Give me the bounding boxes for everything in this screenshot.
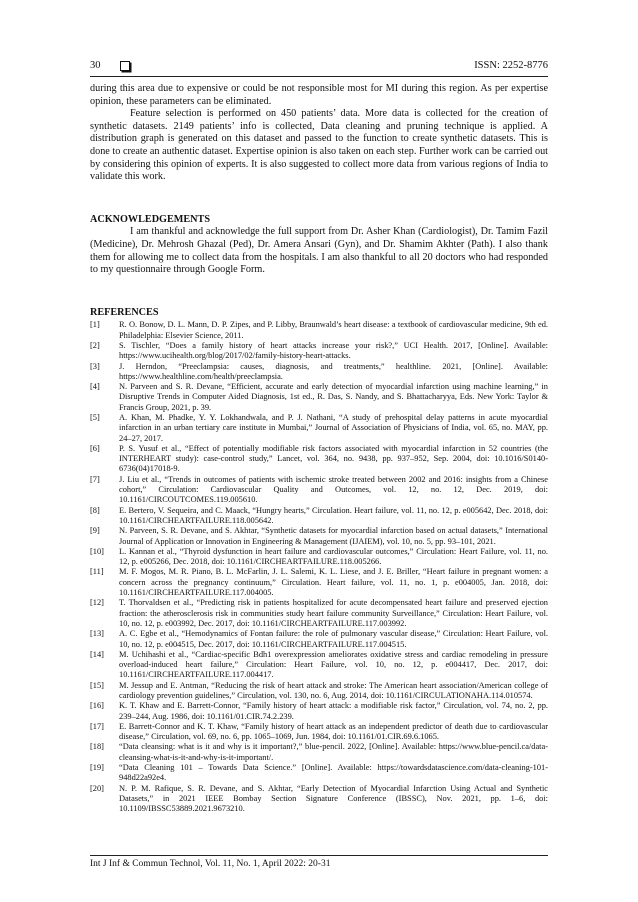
reference-item [90, 784, 548, 815]
reference-number: [20] [90, 783, 104, 793]
page-footer: Int J Inf & Commun Technol, Vol. 11, No. 1, April 2022: 20-31 [90, 859, 331, 869]
reference-item [90, 681, 548, 702]
reference-number: [12] [90, 598, 104, 608]
footer-rule [90, 855, 548, 856]
reference-text: N. Parveen and S. R. Devane, “Efficient, accurate and early detection of myocardial infarction using machine learning,” in Disruptive Trends in Computer Aided Diagnosis, 1st ed., R. Das, S. Nandy, and S. Bhattacharyya, Eds. New York: Taylor & Francis Group, 2021, p. 39. [119, 382, 548, 412]
header-rule [90, 76, 548, 77]
acknowledgements-heading: ACKNOWLEDGEMENTS [90, 213, 211, 225]
reference-item [90, 742, 548, 763]
issn: ISSN: 2252-8776 [474, 60, 548, 71]
reference-number: [14] [90, 649, 104, 659]
reference-number: [16] [90, 701, 104, 711]
reference-text: “Data Cleaning 101 – Towards Data Science.” [Online]. Available: https://towardsdatascience.com/data-cleaning-101-948d22a92e4. [119, 763, 548, 783]
acknowledgements-text: I am thankful and acknowledge the full support from Dr. Asher Khan (Cardiologist), Dr. Tamim Fazil (Medicine), Dr. Mehrosh Ghazal (Ped), Dr. Amera Ansari (Gyn), and Dr. Shamim Akhter (Path). I also thank them for allowing me to collect data from the hospitals. I am also thankful to all 20 doctors who had responded to my questionnaire through Google Form. [90, 226, 548, 276]
reference-text: A. C. Egbe et al., “Hemodynamics of Fontan failure: the role of pulmonary vascular disease,” Circulation: Heart Failure, vol. 10, no. 12, p. e004515, Dec. 2017, doi: 10.1161/CIRCHEARTFAILURE.117.004515. [119, 629, 548, 649]
references-heading: REFERENCES [90, 306, 159, 318]
reference-item [90, 320, 548, 341]
reference-text: “Data cleansing: what is it and why is it important?,” blue-pencil. 2022, [Online]. Available: https://www.blue-pencil.ca/data-cleansing-what-is-it-and-why-is-it-important/. [119, 742, 548, 762]
reference-number: [7] [90, 474, 100, 484]
reference-text: N. P. M. Rafique, S. R. Devane, and S. Akhtar, “Early Detection of Myocardial Infarction Using Actual and Synthetic Datasets,” in 2021 IEEE Bombay Section Signature Conference (IBSSC), Nov. 2021, pp. 1–6, doi: 10.1109/IBSSC53889.2021.9673210. [119, 783, 548, 814]
reference-number: [11] [90, 567, 104, 577]
body-paragraph-1: during this area due to expensive or could be not responsible most for MI during this region. As per expertise opinion, these parameters can be eliminated. [90, 83, 548, 107]
reference-text: N. Parveen, S. R. Devane, and S. Akhtar, “Synthetic datasets for myocardial infarction based on actual datasets,” International Journal of Application or Innovation in Engineering & Management (IJAIEM), vol. 10, no. 5, pp. 93–101, 2021. [119, 526, 548, 546]
reference-text: R. O. Bonow, D. L. Mann, D. P. Zipes, and P. Libby, Braunwald’s heart disease: a textbook of cardiovascular medicine, 9th ed. Philadelphia: Elsevier Science, 2011. [119, 320, 548, 340]
reference-number: [6] [90, 443, 100, 453]
reference-item [90, 362, 548, 383]
reference-number: [2] [90, 340, 100, 350]
reference-text: P. S. Yusuf et al., “Effect of potentially modifiable risk factors associated with myocardial infarction in 52 countries (the INTERHEART study): case-control study,” Lancet, vol. 364, no. 9438, pp. 937–952, Sep. 2004, doi: 10.1016/S0140-6736(04)17018-9. [119, 443, 548, 474]
reference-item [90, 382, 548, 413]
reference-item [90, 701, 548, 722]
main-content [90, 83, 548, 815]
reference-text: M. F. Mogos, M. R. Piano, B. L. McFarlin, J. L. Salemi, K. L. Liese, and J. E. Briller, “Heart failure in pregnant women: a concern across the pregnancy continuum,” Circulation. Heart failure, vol. 11, no. 1, p. e004005, Jan. 2018, doi: 10.1161/CIRCHEARTFAILURE.117.004005. [119, 567, 548, 598]
reference-item [90, 506, 548, 527]
reference-number: [1] [90, 320, 100, 330]
reference-text: M. Jessup and E. Antman, “Reducing the risk of heart attack and stroke: The American heart association/American college of cardiology prevention guidelines,” Circulation, vol. 130, no. 6, Aug. 2014, doi: 10.1161/CIRCULATIONAHA.114.010574. [119, 680, 548, 700]
reference-item [90, 650, 548, 681]
reference-number: [17] [90, 721, 104, 731]
reference-item [90, 526, 548, 547]
reference-text: L. Kannan et al., “Thyroid dysfunction in heart failure and cardiovascular outcomes,” Circulation: Heart Failure, vol. 11, no. 12, p. e005266, Dec. 2018, doi: 10.1161/CIRCHEARTFAILURE.118.005266. [119, 546, 548, 567]
reference-number: [3] [90, 361, 100, 371]
reference-text: S. Tischler, “Does a family history of heart attacks increase your risk?,” UCI Health. 2017, [Online]. Available: https://www.ucihealth.org/blog/2017/02/family-history-heart-attacks. [119, 340, 548, 361]
reference-text: A. Khan, M. Phadke, Y. Y. Lokhandwala, and P. J. Nathani, “A study of prehospital delay patterns in acute myocardial infarction in an urban tertiary care institute in Mumbai,” Journal of Association of Physicians of India, vol. 65, no. MAY, pp. 24–27, 2017. [119, 412, 548, 443]
reference-text: E. Barrett-Connor and K. T. Khaw, “Family history of heart attack as an independent predictor of death due to cardiovascular disease,” Circulation, vol. 69, no. 6, pp. 1065–1069, Jun. 1984, doi: 10.1161/01.CIR.69.6.1065. [119, 721, 548, 742]
reference-item [90, 547, 548, 568]
reference-number: [15] [90, 680, 104, 690]
reference-text: J. Liu et al., “Trends in outcomes of patients with ischemic stroke treated between 2002 and 2016: insights from a Chinese cohort,” Circulation: Cardiovascular Quality and Outcomes, vol. 12, no. 12, Dec. 2019, doi: 10.1161/CIRCOUTCOMES.119.005610. [119, 474, 548, 505]
reference-number: [9] [90, 526, 100, 536]
reference-text: M. Uchihashi et al., “Cardiac-specific Bdh1 overexpression ameliorates oxidative stress and cardiac remodeling in pressure overload-induced heart failure,” Circulation: Heart Failure, vol. 10, no. 12, p. e004417, Dec. 2017, doi: 10.1161/CIRCHEARTFAILURE.117.004417. [119, 649, 548, 680]
reference-text: J. Herndon, “Preeclampsia: causes, diagnosis, and treatments,” healthline. 2021, [Online]. Available: https://www.healthline.com/health/preeclampsia. [119, 361, 548, 381]
references-list [90, 320, 548, 814]
page-number: 30 [90, 60, 101, 71]
reference-item [90, 629, 548, 650]
page-header [90, 60, 548, 74]
reference-item [90, 598, 548, 629]
reference-item [90, 413, 548, 444]
reference-number: [13] [90, 629, 104, 639]
reference-item [90, 722, 548, 743]
reference-number: [5] [90, 412, 100, 422]
reference-text: E. Bertero, V. Sequeira, and C. Maack, “Hungry hearts,” Circulation. Heart failure, vol. 11, no. 12, p. e005642, Dec. 2018, doi: 10.1161/CIRCHEARTFAILURE.118.005642. [119, 505, 548, 525]
reference-item [90, 567, 548, 598]
reference-number: [19] [90, 763, 104, 773]
reference-item [90, 475, 548, 506]
reference-number: [18] [90, 742, 104, 752]
reference-number: [10] [90, 546, 104, 556]
reference-item [90, 763, 548, 784]
body-paragraph-2: Feature selection is performed on 450 patients’ data. More data is collected for the creation of synthetic datasets. 2149 patients’ info is collected, Data cleaning and pruning technique is applied. A distribution graph is generated on this dataset and passed to the function to create synthetic datasets. This is done to create an authentic dataset. Expertise opinion is also taken on each step. Further work can be carried out by considering this opinion of experts. It is also suggested to collect more data from various regions of India to validate this work. [90, 108, 548, 183]
reference-text: T. Thorvaldsen et al., “Predicting risk in patients hospitalized for acute decompensated heart failure and preserved ejection fraction: the atherosclerosis risk in communities study heart failure community Surveillance,” Circulation: Heart Failure, vol. 10, no. 12, p. e003992, Dec. 2017, doi: 10.1161/CIRCHEARTFAILURE.117.003992. [119, 598, 548, 628]
reference-text: K. T. Khaw and E. Barrett-Connor, “Family history of heart attack: a modifiable risk factor,” Circulation, vol. 74, no. 2, pp. 239–244, Aug. 1986, doi: 10.1161/01.CIR.74.2.239. [119, 701, 548, 721]
square-icon [120, 61, 130, 71]
reference-item [90, 444, 548, 475]
reference-number: [4] [90, 382, 100, 392]
reference-number: [8] [90, 505, 100, 515]
reference-item [90, 341, 548, 362]
